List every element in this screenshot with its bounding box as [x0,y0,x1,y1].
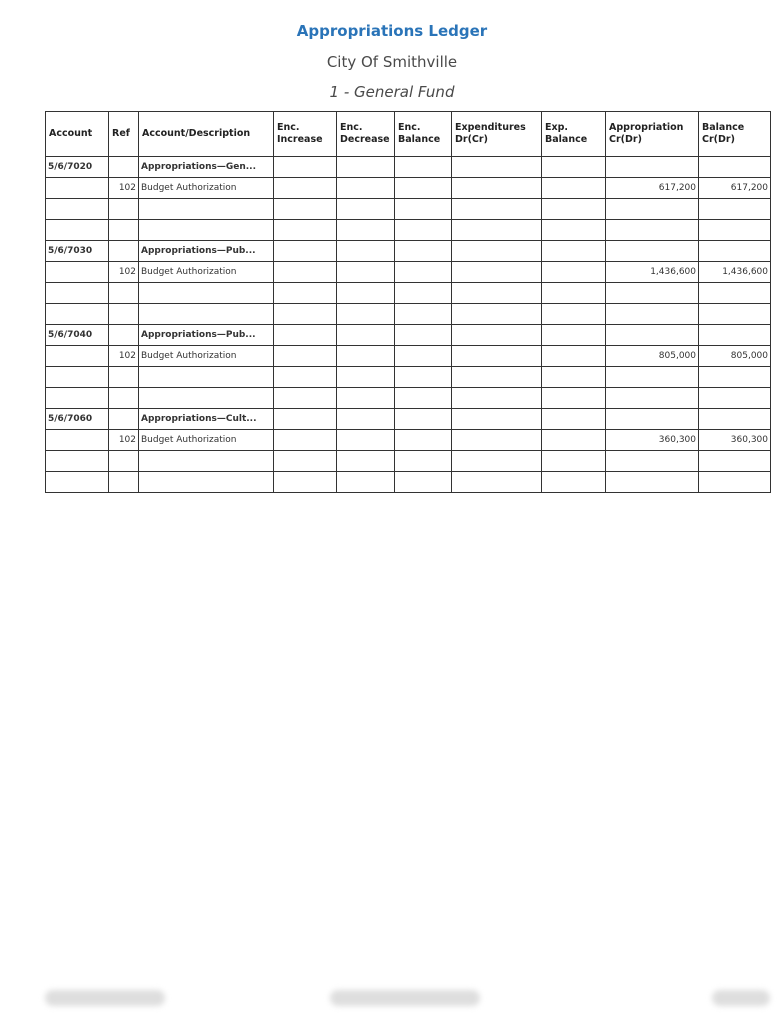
empty-cell [452,178,542,199]
empty-cell [395,367,452,388]
empty-cell [699,304,771,325]
balance-value: 1,436,600 [699,262,771,283]
empty-cell [542,304,606,325]
account-group-row [46,409,771,430]
empty-cell [395,409,452,430]
ref-cell [109,325,139,346]
appropriation-value: 805,000 [606,346,699,367]
empty-cell [109,472,139,493]
empty-cell [109,199,139,220]
empty-cell [274,325,337,346]
account-number: 5/6/7060 [46,409,109,430]
empty-cell [452,367,542,388]
empty-cell [395,157,452,178]
col-appropriation: Appropriation Cr(Dr) [606,112,699,157]
account-name: Appropriations—Gen... [139,157,274,178]
empty-cell [606,472,699,493]
empty-cell [337,262,395,283]
empty-cell [109,283,139,304]
empty-cell [395,241,452,262]
empty-cell [699,367,771,388]
ref-value: 102 [109,346,139,367]
empty-cell [337,325,395,346]
empty-cell [542,409,606,430]
col-enc-increase: Enc. Increase [274,112,337,157]
empty-cell [46,388,109,409]
empty-cell [395,178,452,199]
empty-cell [542,283,606,304]
empty-cell [46,367,109,388]
empty-cell [699,220,771,241]
account-name: Appropriations—Cult... [139,409,274,430]
empty-cell [699,388,771,409]
organization-name: City Of Smithville [326,53,458,71]
col-description: Account/Description [139,112,274,157]
empty-cell [337,367,395,388]
empty-cell [337,178,395,199]
blank-row [46,199,771,220]
empty-cell [337,346,395,367]
empty-cell [109,451,139,472]
empty-cell [395,262,452,283]
empty-cell [699,241,771,262]
empty-cell [395,304,452,325]
col-balance: Balance Cr(Dr) [699,112,771,157]
blank-row [46,220,771,241]
empty-cell [109,367,139,388]
empty-cell [699,157,771,178]
header-row [46,112,771,157]
account-number: 5/6/7020 [46,157,109,178]
empty-cell [274,262,337,283]
empty-cell [46,304,109,325]
blank-row [46,367,771,388]
empty-cell [452,409,542,430]
empty-cell [452,220,542,241]
empty-cell [395,325,452,346]
empty-cell [699,409,771,430]
col-account: Account [46,112,109,157]
empty-cell [395,472,452,493]
col-enc-balance: Enc. Balance [395,112,452,157]
empty-cell [606,157,699,178]
empty-cell [395,283,452,304]
empty-cell [274,388,337,409]
ledger-table [45,111,771,493]
empty-cell [274,199,337,220]
empty-cell [337,388,395,409]
empty-cell [337,283,395,304]
col-ref: Ref [109,112,139,157]
empty-cell [46,199,109,220]
empty-cell [452,199,542,220]
appropriation-value: 617,200 [606,178,699,199]
empty-cell [542,430,606,451]
empty-cell [542,199,606,220]
empty-cell [542,472,606,493]
empty-cell [139,304,274,325]
empty-cell [139,199,274,220]
empty-cell [274,472,337,493]
empty-cell [46,451,109,472]
empty-cell [274,241,337,262]
footer-center-blurred [330,990,480,1006]
empty-cell [337,157,395,178]
description-value: Budget Authorization [139,178,274,199]
empty-cell [274,283,337,304]
empty-cell [109,220,139,241]
footer-left-blurred [45,990,165,1006]
ledger-body [46,157,771,493]
empty-cell [274,157,337,178]
empty-cell [274,220,337,241]
empty-cell [452,472,542,493]
empty-cell [606,409,699,430]
empty-cell [699,283,771,304]
empty-cell [395,220,452,241]
empty-cell [395,199,452,220]
empty-cell [606,220,699,241]
empty-cell [109,304,139,325]
blank-row [46,451,771,472]
empty-cell [109,388,139,409]
empty-cell [699,472,771,493]
blank-row [46,283,771,304]
account-group-row [46,157,771,178]
empty-cell [337,199,395,220]
appropriation-value: 1,436,600 [606,262,699,283]
empty-cell [274,304,337,325]
col-enc-decrease: Enc. Decrease [337,112,395,157]
fund-name: 1 - General Fund [329,83,455,101]
page-title: Appropriations Ledger [296,22,488,40]
ref-value: 102 [109,178,139,199]
empty-cell [542,451,606,472]
empty-cell [452,157,542,178]
empty-cell [542,178,606,199]
empty-cell [395,451,452,472]
col-expenditures: Expenditures Dr(Cr) [452,112,542,157]
balance-value: 360,300 [699,430,771,451]
account-name: Appropriations—Pub... [139,241,274,262]
empty-cell [452,346,542,367]
ref-value: 102 [109,430,139,451]
account-number: 5/6/7040 [46,325,109,346]
account-group-row [46,241,771,262]
empty-cell [542,325,606,346]
empty-cell [542,220,606,241]
empty-cell [337,241,395,262]
empty-cell [606,241,699,262]
empty-cell [139,283,274,304]
empty-cell [699,325,771,346]
empty-cell [452,451,542,472]
empty-cell [606,388,699,409]
account-group-row [46,325,771,346]
empty-cell [606,304,699,325]
empty-cell [337,409,395,430]
empty-cell [139,220,274,241]
empty-cell [542,367,606,388]
empty-cell [542,346,606,367]
ref-cell [109,241,139,262]
ledger-entry-row [46,346,771,367]
blank-row [46,472,771,493]
account-cell [46,262,109,283]
account-cell [46,346,109,367]
account-cell [46,178,109,199]
empty-cell [337,472,395,493]
empty-cell [395,430,452,451]
account-cell [46,430,109,451]
description-value: Budget Authorization [139,262,274,283]
ledger-entry-row [46,178,771,199]
empty-cell [452,430,542,451]
empty-cell [699,199,771,220]
empty-cell [337,430,395,451]
empty-cell [139,451,274,472]
empty-cell [452,388,542,409]
empty-cell [452,241,542,262]
ref-value: 102 [109,262,139,283]
empty-cell [606,325,699,346]
description-value: Budget Authorization [139,430,274,451]
empty-cell [606,367,699,388]
empty-cell [139,388,274,409]
empty-cell [542,262,606,283]
empty-cell [542,157,606,178]
blank-row [46,388,771,409]
account-number: 5/6/7030 [46,241,109,262]
ref-cell [109,157,139,178]
empty-cell [337,451,395,472]
empty-cell [274,409,337,430]
empty-cell [395,388,452,409]
empty-cell [139,472,274,493]
empty-cell [699,451,771,472]
blank-row [46,304,771,325]
empty-cell [274,451,337,472]
ledger-entry-row [46,262,771,283]
empty-cell [139,367,274,388]
empty-cell [452,262,542,283]
empty-cell [274,367,337,388]
empty-cell [452,304,542,325]
empty-cell [337,220,395,241]
appropriation-value: 360,300 [606,430,699,451]
empty-cell [606,283,699,304]
footer-right-blurred [712,990,770,1006]
balance-value: 617,200 [699,178,771,199]
empty-cell [452,283,542,304]
empty-cell [452,325,542,346]
balance-value: 805,000 [699,346,771,367]
empty-cell [46,220,109,241]
account-name: Appropriations—Pub... [139,325,274,346]
empty-cell [542,388,606,409]
empty-cell [274,346,337,367]
empty-cell [606,451,699,472]
empty-cell [46,472,109,493]
description-value: Budget Authorization [139,346,274,367]
empty-cell [46,283,109,304]
empty-cell [395,346,452,367]
ref-cell [109,409,139,430]
col-exp-balance: Exp. Balance [542,112,606,157]
empty-cell [542,241,606,262]
empty-cell [274,430,337,451]
empty-cell [337,304,395,325]
empty-cell [606,199,699,220]
ledger-entry-row [46,430,771,451]
empty-cell [274,178,337,199]
